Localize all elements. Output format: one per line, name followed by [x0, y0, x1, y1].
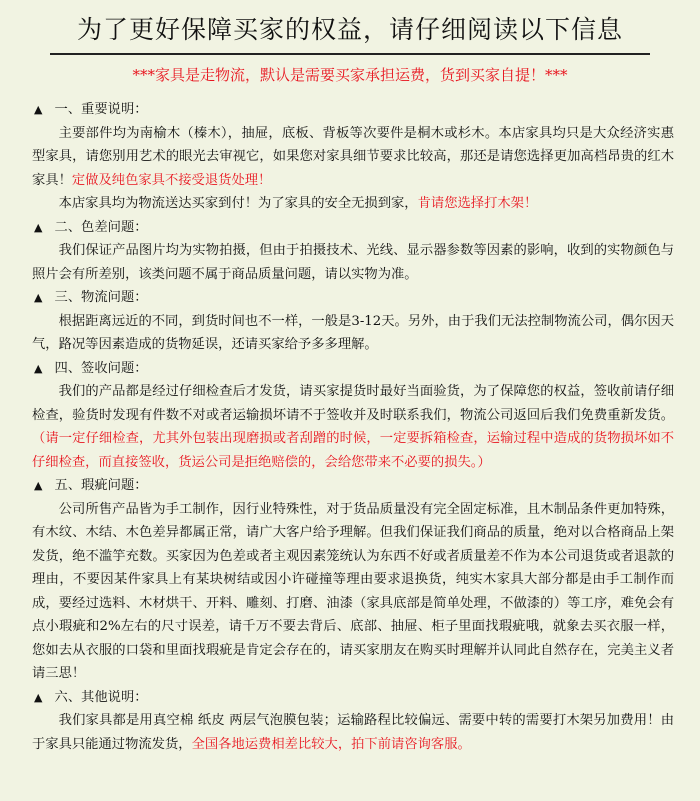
shipping-notice: ***家具是走物流，默认是需要买家承担运费，货到买家自提！*** — [132, 66, 568, 84]
triangle-icon: ▲ — [34, 690, 43, 704]
triangle-icon: ▲ — [34, 361, 43, 375]
section-heading-signing — [32, 357, 674, 381]
warning-text: （请一定仔细检查，尤其外包装出现磨损或者刮蹭的时候，一定要拆箱检查，运输过程中造成的货物损坏如不仔细检查，而直接签收，货运公司是拒绝赔偿的，会给您带来不必要的损失。） — [32, 431, 674, 470]
section-heading-label: 六、其他说明： — [54, 689, 148, 705]
section-heading-defects — [32, 474, 674, 498]
triangle-icon: ▲ — [34, 291, 43, 304]
paragraph-text: 我们的产品都是经过仔细检查后才发货，请买家提货时最好当面验货，为了保障您的权益，签收前请仔细检查，验货时发现有件数不对或者运输损坏请不于签收并及时联系我们，物流公司返回后我们免费重新发货。 — [32, 384, 674, 423]
info-body — [32, 98, 674, 756]
section-heading-label: 四、签收问题： — [54, 360, 148, 376]
triangle-icon: ▲ — [34, 220, 43, 234]
section-paragraph — [32, 709, 674, 756]
warning-text: 肯请您选择打木架！ — [417, 196, 538, 211]
triangle-icon: ▲ — [34, 479, 43, 492]
section-paragraph — [32, 380, 674, 474]
warning-text: 定做及纯色家具不接受退货处理！ — [71, 172, 272, 188]
section-heading-other — [32, 686, 674, 710]
page-title: 为了更好保障买家的权益，请仔细阅读以下信息 — [76, 15, 623, 44]
section-heading-label: 三、物流问题： — [54, 290, 148, 305]
section-heading-color-difference — [32, 216, 674, 240]
section-paragraph: 我们保证产品图片均为实物拍摄，但由于拍摄技术、光线、显示器参数等因素的影响，收到的实物颜色与照片会有所差别，该类问题不属于商品质量问题，请以实物为准。 — [32, 243, 674, 282]
section-heading-label: 五、瑕疵问题： — [54, 478, 148, 493]
warning-text: 全国各地运费相差比较大，拍下前请咨询客服。 — [191, 736, 471, 752]
paragraph-text: 本店家具均为物流送达买家到付！为了家具的安全无损到家， — [58, 196, 418, 211]
section-paragraph — [32, 192, 674, 216]
triangle-icon: ▲ — [34, 103, 43, 116]
section-paragraph: 根据距离远近的不同，到货时间也不一样，一般是3-12天。另外，由于我们无法控制物流公司，偶尔因天气，路况等因素造成的货物延误，还请买家给予多多理解。 — [32, 313, 674, 352]
paragraph-text: 我们家具都是用真空棉 纸皮 两层气泡膜包装；运输路程比较偏远、需要中转的需要打木架另加费用！由于家具只能通过物流发货， — [32, 713, 674, 752]
section-heading-label: 一、重要说明： — [54, 102, 148, 117]
section-paragraph — [32, 122, 674, 193]
section-heading-logistics — [32, 286, 674, 310]
title-divider — [50, 53, 650, 55]
section-heading-label: 二、色差问题： — [54, 219, 148, 235]
section-heading-important — [32, 98, 674, 122]
paragraph-text: 主要部件均为南榆木（榛木），抽屉，底板、背板等次要件是桐木或杉木。本店家具均只是大众经济实惠型家具，请您别用艺术的眼光去审视它，如果您对家具细节要求比较高，那还是请您选择更加高档昂贵的红木家具！ — [32, 125, 674, 188]
section-paragraph: 公司所售产品皆为手工制作，因行业特殊性，对于货品质量没有完全固定标准，且木制品条件更加特殊，有木纹、木结、木色差异都属正常，请广大客户给予理解。但我们保证我们商品的质量，绝对以合格商品上架发货，绝不滥竽充数。买家因为色差或者主观因素笼统认为东西不好或者质量差不作为本公司退货或者退款的理由，不要因某件家具上有某块树结或因小许碰撞等理由要求退换货，纯实木家具大部分都是由手工制作而成，要经过选料、木材烘干、开料、雕刻、打磨、油漆（家具底部是简单处理，不做漆的）等工序，难免会有点小瑕疵和2%左右的尺寸误差，请千万不要去背后、底部、抽屉、柜子里面找瑕疵哦，就象去买衣服一样，您如去从衣服的口袋和里面找瑕疵是肯定会存在的，请买家朋友在购买时理解并认同此自然存在，完美主义者请三思！ — [32, 501, 674, 681]
